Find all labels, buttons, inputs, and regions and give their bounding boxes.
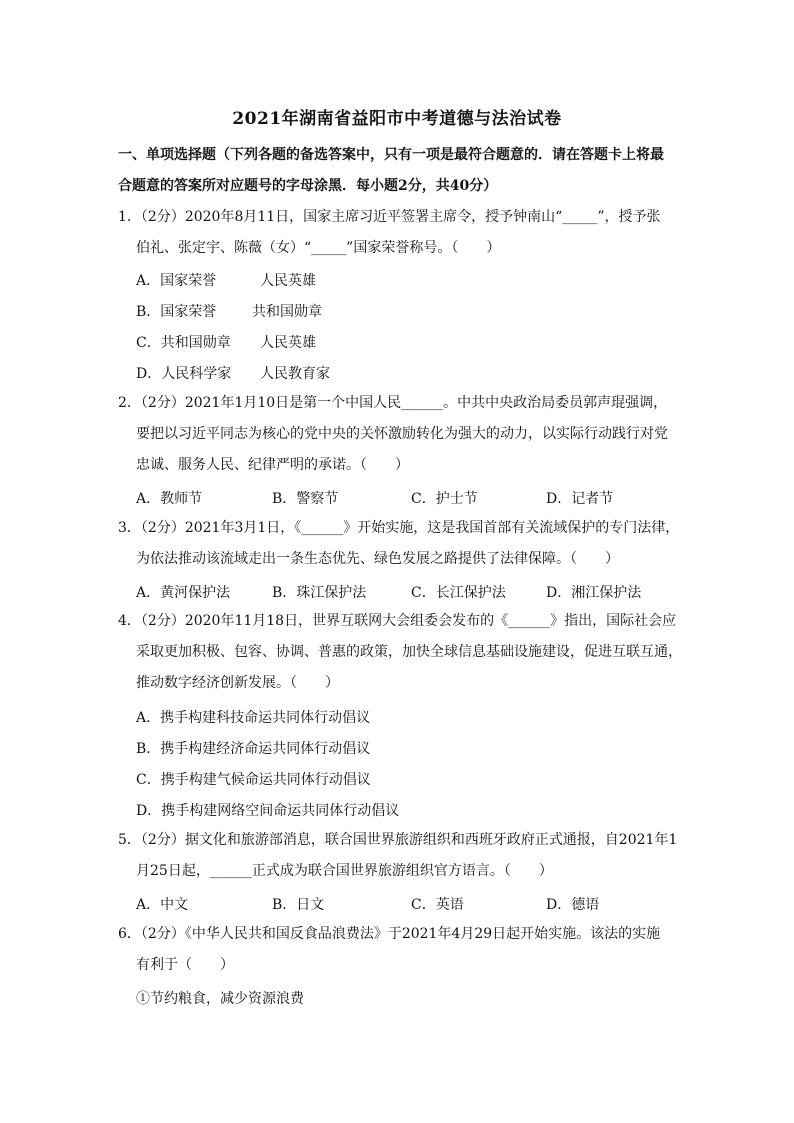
question-4-option-c[interactable]: C．携手构建气候命运共同体行动倡议	[136, 772, 371, 788]
question-1-line-2: 伯礼、张定宇、陈薇（女）“_____”国家荣誉称号。（ ）	[136, 240, 501, 256]
question-5-option-b[interactable]: B．日文	[272, 897, 325, 913]
section-heading-line-1: 一、单项选择题（下列各题的备选答案中，只有一项是最符合题意的．请在答题卡上将最	[118, 147, 664, 163]
question-4-line-1: 4．（2分）2020年11月18日，世界互联网大会组委会发布的《______》指出，国际社会应	[118, 613, 677, 629]
question-5-option-a[interactable]: A．中文	[136, 897, 189, 913]
question-6-line-1: 6．（2分）《中华人民共和国反食品浪费法》于2021年4月29日起开始实施。该法的实施	[118, 926, 661, 942]
question-6-line-2: 有利于（ ）	[136, 957, 234, 973]
question-4	[118, 606, 688, 699]
question-2	[118, 388, 688, 481]
question-1-option-a[interactable]: A．国家荣誉 人民英雄	[136, 273, 316, 289]
question-4-option-b[interactable]: B．携手构建经济命运共同体行动倡议	[136, 741, 371, 757]
question-1-option-b[interactable]: B．国家荣誉 共和国勋章	[136, 304, 322, 320]
question-3-option-a[interactable]: A．黄河保护法	[136, 585, 231, 601]
question-2-line-1: 2．（2分）2021年1月10日是第一个中国人民______。中共中央政治局委员郭声琨强调，	[118, 395, 668, 411]
question-6-item-1: ①节约粮食，减少资源浪费	[136, 991, 304, 1007]
question-2-option-b[interactable]: B．警察节	[272, 491, 339, 507]
question-1	[118, 202, 688, 264]
question-3	[118, 513, 688, 575]
page-title: 2021年湖南省益阳市中考道德与法治试卷	[232, 109, 562, 129]
question-2-line-2: 要把以习近平同志为核心的党中央的关怀激励转化为强大的动力，以实际行动践行对党	[136, 426, 668, 442]
question-4-option-a[interactable]: A．携手构建科技命运共同体行动倡议	[136, 710, 371, 726]
question-5-line-2: 月25日起，______正式成为联合国世界旅游组织官方语言。（ ）	[136, 863, 553, 879]
question-5-option-d[interactable]: D．德语	[546, 897, 600, 913]
question-4-line-2: 采取更加积极、包容、协调、普惠的政策，加快全球信息基础设施建设，促进互联互通，	[136, 644, 682, 660]
question-3-line-2: 为依法推动该流域走出一条生态优先、绿色发展之路提供了法律保障。（ ）	[136, 551, 619, 567]
section-heading-line-2: 合题意的答案所对应题号的字母涂黑．每小题2分，共40分）	[118, 178, 498, 194]
question-2-option-c[interactable]: C．护士节	[411, 491, 478, 507]
question-2-option-a[interactable]: A．教师节	[136, 491, 203, 507]
question-3-option-c[interactable]: C．长江保护法	[411, 585, 506, 601]
question-6	[118, 919, 688, 981]
question-5	[118, 825, 688, 887]
question-2-line-3: 忠诚、服务人民、纪律严明的承诺。（ ）	[136, 457, 409, 473]
question-3-line-1: 3．（2分）2021年3月1日，《______》开始实施，这是我国首部有关流域保护的专门法律，	[118, 520, 680, 536]
question-5-line-1: 5．（2分）据文化和旅游部消息，联合国世界旅游组织和西班牙政府正式通报，自2021年1	[118, 832, 678, 848]
question-5-option-c[interactable]: C．英语	[411, 897, 464, 913]
question-4-option-d[interactable]: D．携手构建网络空间命运共同体行动倡议	[136, 803, 400, 819]
question-1-option-c[interactable]: C．共和国勋章 人民英雄	[136, 335, 316, 351]
question-3-option-b[interactable]: B．珠江保护法	[272, 585, 367, 601]
question-4-line-3: 推动数字经济创新发展。（ ）	[136, 675, 339, 691]
question-1-line-1: 1．（2分）2020年8月11日，国家主席习近平签署主席令，授予钟南山“_____”，授予张	[118, 209, 661, 225]
question-1-option-d[interactable]: D．人民科学家 人民教育家	[136, 366, 330, 382]
question-3-option-d[interactable]: D．湘江保护法	[546, 585, 642, 601]
section-heading	[118, 140, 698, 202]
question-2-option-d[interactable]: D．记者节	[546, 491, 614, 507]
